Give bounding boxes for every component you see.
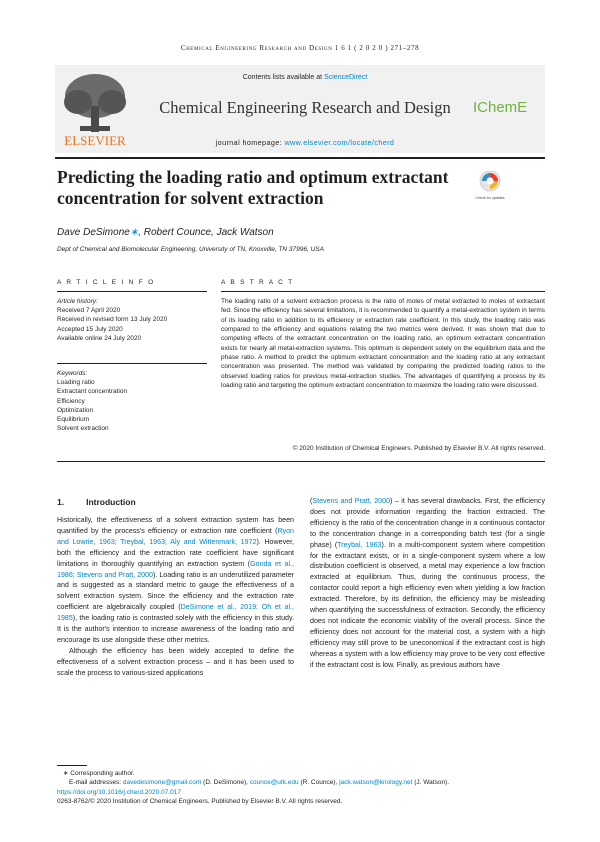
corresponding-mark: ∗ [129, 227, 139, 238]
paragraph-text: ). However, both the efficiency and the extraction rate coefficient have significant limitations in thoroughly quantifying an extraction system ( [57, 537, 295, 568]
author-list: Dave DeSimone∗, Robert Counce, Jack Watson [57, 227, 274, 238]
paragraph-text: ). In a multi-component system where competition for the extractant exists, or in a single-component system where a low distribution coefficient is observed, a metal may experience a low fraction extracted at equilibrium. Thus, during the continuous process, the contactor could report a high efficiency even when yielding a low fraction extracted. Therefore, by its definition, the efficiency may be misleading when quantifying the successfulness of extraction. Secondly, the efficiency does not indicate the economic viability of the overall process. Since the efficiency does not account for the material cost, a system with a high efficiency may still prove to be uneconomical if the extractant cost is high whereas a system with a low efficiency may prove to be very cost effective if the extractant cost is low. Finally, as previous authors have [310, 540, 545, 669]
info-rule [57, 291, 207, 292]
issn-copyright: 0263-8762/© 2020 Institution of Chemical Engineers. Published by Elsevier B.V. All rights reserved. [57, 798, 343, 806]
abstract-text: The loading ratio of a solvent extraction process is the ratio of moles of metal extracted to moles of extractant fed. Since the efficiency has several limitations, it is recommended to quantify a metal-extraction system in terms of its loading ratio in addition to its efficiency or extraction rate coefficient. In this study, the loading ratio was compared to the efficiency and equations relating the two metrics were derived. It was shown that due to competing effects of the extractant concentration on the loading ratio, an optimum extractant concentration exists for nearly all metal-extraction systems. This optimum is dependent solely on the equilibrium data and the phase ratio. A method to predict the optimum extractant concentration and the loading ratio at any extractant concentration was presented. The method was validated by comparing the predicted loading ratios to the observed loading ratios for previous metal-extraction studies. The advantages of quantifying a process by its loading ratio and targeting the optimum extractant concentration to maximize the loading ratio were discussed. [221, 298, 545, 390]
homepage-label: journal homepage: [215, 138, 283, 147]
footnote-rule [57, 765, 87, 766]
affiliation: Dept of Chemical and Biomolecular Engineering, University of TN, Knoxville, TN 37996, USA [57, 246, 324, 253]
paragraph-text: ). Loading ratio is an underutilized parameter and is suggested as a standard metric to gauge the effectiveness of a solvent extraction system. Since the efficiency and the extraction rate coefficient are algebraically coupled ( [57, 570, 294, 612]
journal-name: Chemical Engineering Research and Design [159, 98, 451, 117]
citation-link[interactable]: Ryon and Lowrie, 1963; Treybal, 1963; Aly and Wittenmark, 1972 [57, 526, 294, 546]
icheme-logo [473, 94, 543, 118]
keyword: Extractant concentration [57, 388, 128, 396]
keywords-label: Keywords: [57, 370, 88, 377]
homepage-url[interactable]: www.elsevier.com/locate/cherd [284, 138, 395, 147]
paragraph-text: Although the efficiency has been widely accepted to define the effectiveness of a solvent extraction process – and it has been used to scale the process to various-sized applications [57, 646, 294, 677]
check-for-updates-icon[interactable] [475, 170, 505, 202]
contents-line [140, 74, 470, 81]
email-link[interactable]: jack.watson@knology.net [339, 779, 413, 787]
icheme-wordmark: IChemE [473, 99, 528, 116]
keyword: Solvent extraction [57, 425, 109, 433]
history-item: Received in revised form 13 July 2020 [57, 316, 168, 324]
footnotes [57, 769, 545, 807]
abstract-rule [221, 291, 545, 292]
badge-label: Check for updates [475, 196, 505, 200]
elsevier-wordmark: ELSEVIER [64, 133, 126, 148]
abstract-copyright: © 2020 Institution of Chemical Engineers. Published by Elsevier B.V. All rights reserved. [292, 445, 545, 452]
paragraph [57, 515, 294, 646]
contents-prefix: Contents lists available at [242, 74, 323, 81]
citation-link[interactable]: Treybal, 1963 [337, 540, 382, 549]
article-info-heading: A R T I C L E I N F O [57, 279, 156, 286]
history-item: Accepted 15 July 2020 [57, 325, 123, 333]
abstract-heading: A B S T R A C T [221, 279, 294, 286]
body-right-column [310, 496, 545, 671]
email-link[interactable]: counce@utk.edu [249, 779, 299, 787]
info-divider [57, 363, 207, 364]
journal-homepage [140, 138, 470, 147]
masthead-rule [55, 157, 545, 159]
paragraph [310, 496, 545, 671]
email-line: E-mail addresses: davedesimone@gmail.com (D. DeSimone), counce@utk.edu (R. Counce), jack.watson@knology.net (J. Watson). [69, 779, 450, 787]
citation-link[interactable]: Stevens and Pratt, 2000 [312, 497, 391, 505]
keyword: Equilibrium [57, 416, 90, 424]
body-left-column [57, 515, 294, 679]
paragraph-text: ), the loading ratio is contrasted solely with the efficiency in this study. It is the author's intention to increase awareness of the loading ratio and encourage its use alongside these other metrics. [57, 614, 294, 644]
paragraph [57, 646, 294, 679]
email-link[interactable]: davedesimone@gmail.com [122, 779, 202, 787]
keyword: Loading ratio [57, 379, 95, 387]
corresponding-note: ∗ Corresponding author. [63, 770, 135, 777]
keyword: Optimization [57, 406, 94, 414]
article-title: Predicting the loading ratio and optimum extractant concentration for solvent extraction [57, 167, 449, 208]
article-history [57, 297, 207, 343]
history-item: Available online 24 July 2020 [57, 334, 142, 342]
keywords [57, 369, 207, 433]
keyword: Efficiency [57, 397, 85, 405]
author-3[interactable]: Jack Watson [216, 227, 274, 238]
history-item: Received 7 April 2020 [57, 307, 121, 315]
author-1[interactable]: Dave DeSimone∗ [57, 227, 139, 238]
paragraph-text: Historically, the effectiveness of a solvent extraction system has been quantified by the process's efficiency or extraction rate coefficient ( [57, 516, 294, 535]
history-label: Article history: [57, 298, 98, 305]
citation-link[interactable]: Gonda et al., 1986; Stevens and Pratt, 2000 [57, 559, 294, 579]
running-head: Chemical Engineering Research and Design 1 6 1 ( 2 0 2 0 ) 271–278 [180, 44, 420, 52]
sciencedirect-link[interactable]: ScienceDirect [324, 74, 368, 81]
section-heading-introduction: 1. Introduction [57, 497, 136, 507]
paragraph-text: ) – it has several drawbacks. First, the efficiency does not provide information regarding the fraction extracted. The efficiency is the ratio of the concentration change in a continuous contactor to the concentration change in a corresponding batch test (for a single phase) ( [310, 497, 545, 549]
abstract-bottom-rule [57, 461, 545, 462]
doi-link[interactable]: https://doi.org/10.1016/j.cherd.2020.07.017 [57, 788, 181, 796]
author-2[interactable]: Robert Counce [143, 227, 212, 238]
paragraph-text: ( [310, 497, 313, 505]
elsevier-tree-logo [56, 68, 134, 150]
citation-link[interactable]: DeSimone et al., 2019; Oh et al., 1985 [57, 603, 295, 623]
